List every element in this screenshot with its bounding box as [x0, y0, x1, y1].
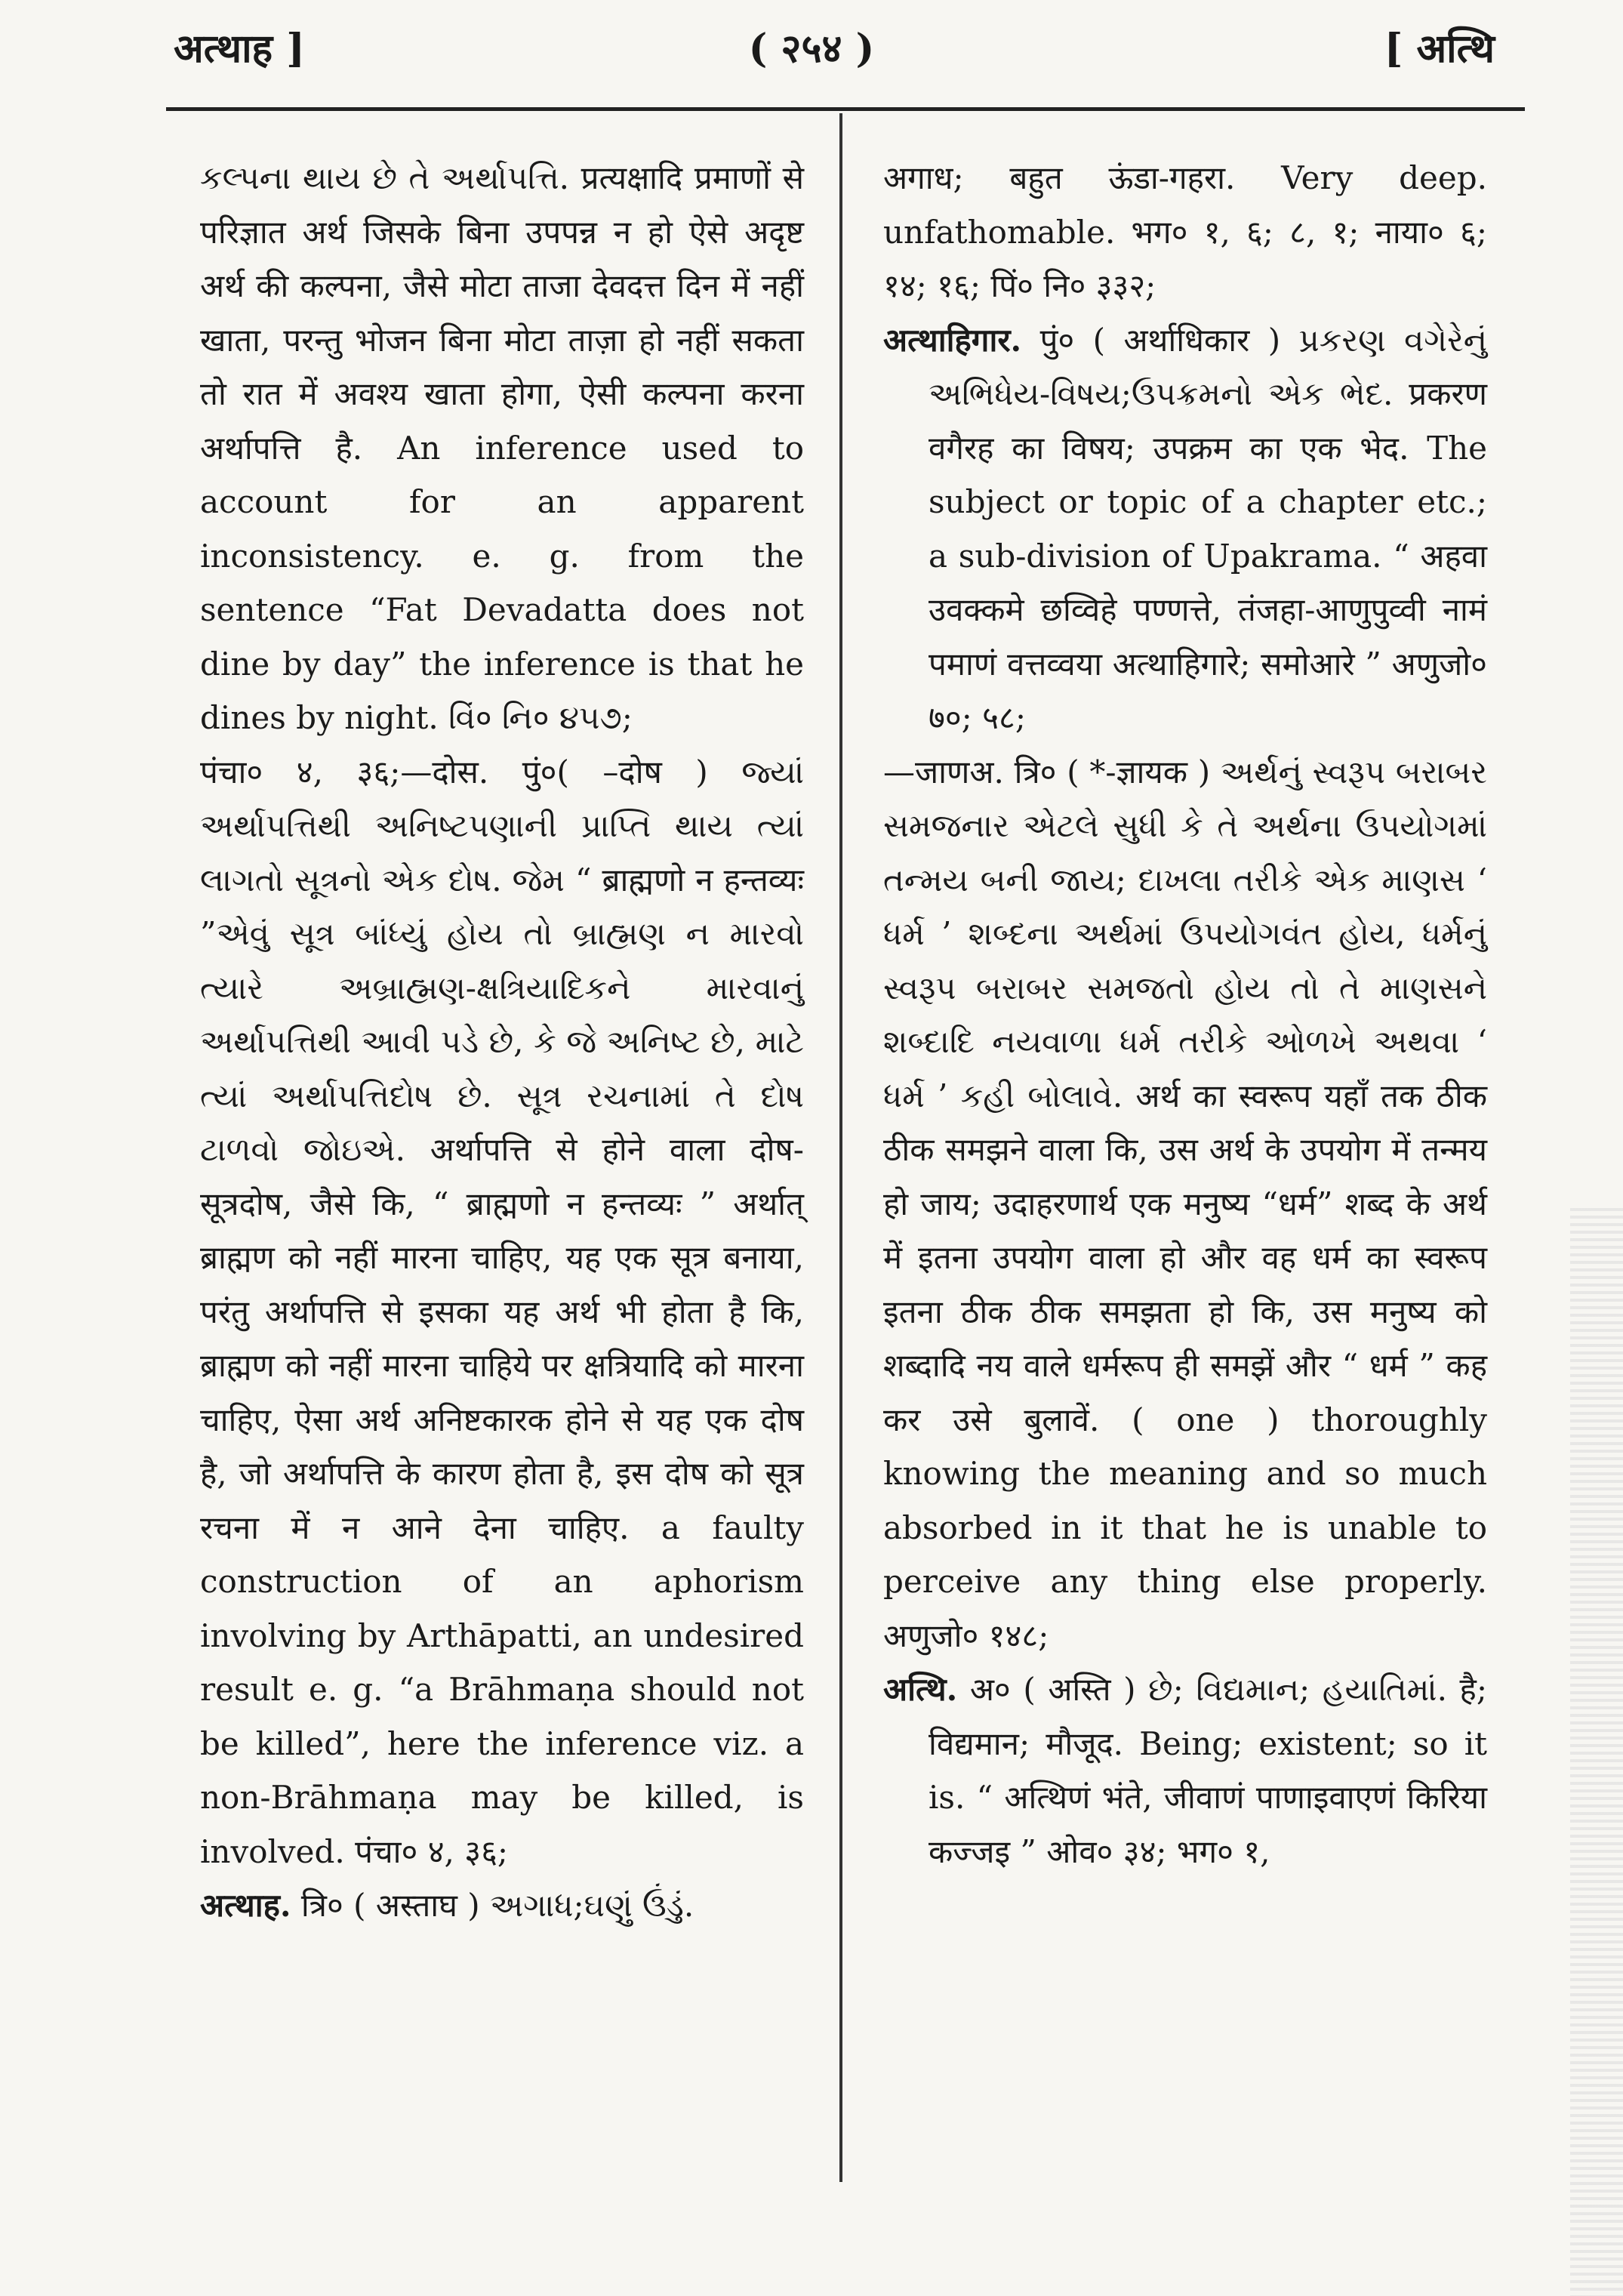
running-head-left: अत्थाह ]: [174, 26, 305, 72]
entry-continuation: કલ્પના થાય છે તે અર્થાપત્તિ. प्रत्यक्षादि प्रमाणों से परिज्ञात अर्थ जिसके बिना उपपन्न न हो ऐसे अदृष्ट अर्थ की कल्पना, जैसे मोटा ताजा देवदत्त दिन में नहीं खाता, परन्तु भोजन बिना मोटा ताज़ा हो नहीं सकता तो रात में अवश्य खाता होगा, ऐसी कल्पना करना अर्थापत्ति है. An inference used to account for an apparent inconsistency. e. g. from the sentence “Fat Devadatta does not dine by day” the inference is that he dines by night. વિં० નિ० ૪૫૭;: [200, 159, 804, 736]
definition: पुं० ( अर्थाधिकार ) પ્રકરણ વગેરેનું અભિધેય-વિષય;ઉપક્રમનો એક ભેદ. प्रकरण वगैरह का विषय; उपक्रम का एक भेद. The subject or topic of a chapter etc.; a sub-division of Upakrama. “ अहवा उवक्कमे छव्विहे पण्णत्ते, तंजहा-आणुपुव्वी नामं पमाणं वत्तव्वया अत्थाहिगारे; समोआरे ” अणुजो० ७०; ५८;: [929, 321, 1487, 736]
header-rule: [166, 107, 1525, 111]
page-number: ( २५४ ): [748, 26, 875, 72]
sub-entry-janaa: —जाणअ. त्रि० ( *-ज्ञायक ) અર્થનું સ્વરૂપ બરાબર સમજનાર એટલે સુધી કે તે અર્થના ઉપયોગમાં તન્મય બની જાય; દાખલા તરીકે એક માણસ ‘ ધર્મ ’ શબ્દના અર્થમાં ઉપયોગવંત હોય, ધર્મનું સ્વરૂપ બરાબર સમજતો હોય તો તે માણસને શબ્દાદિ નયવાળા ધર્મ તરીકે ઓળખે અથવા ‘ ધર્મ ’ કહી બોલાવે. अर्थ का स्वरूप यहाँ तक ठीक ठीक समझने वाला कि, उस अर्थ के उपयोग में तन्मय हो जाय; उदाहरणार्थ एक मनुष्य “धर्म” शब्द के अर्थ में इतना उपयोग वाला हो और वह धर्म का स्वरूप इतना ठीक ठीक समझता हो कि, उस मनुष्य को शब्दादि नय वाले धर्मरूप ही समझें और “ धर्म ” कह कर उसे बुलावें. ( one ) thoroughly knowing the meaning and so much absorbed in it that he is unable to perceive any thing else properly. अणुजो० १४८;: [883, 753, 1487, 1654]
entry-atthi: [883, 1663, 1487, 1878]
headword: अत्थाहिगार.: [883, 321, 1022, 359]
right-column: [883, 151, 1487, 1878]
entry-atthahigar: [883, 313, 1487, 745]
left-column: [200, 151, 804, 1933]
entry-continuation: अगाध; बहुत ऊंडा-गहरा. Very deep. unfathomable. भग० १, ६; ८, १; नाया० ६; १४; १६; पिं० नि० ३३२;: [883, 159, 1487, 304]
headword: अत्थाह.: [200, 1887, 291, 1924]
sub-entry-dosa: पंचा० ४, ३६;—दोस. पुं०( –दोष ) જ્યાં અર્થાપત્તિથી અનિષ્ટપણાની પ્રાપ્તિ થાય ત્યાં લાગતો સૂત્રનો એક દોષ. જેમ “ ब्राह्मणो न हन्तव्यः ”એવું સૂત્ર બાંધ્યું હોય તો બ્રાહ્મણ ન મારવો ત્યારે અબ્રાહ્મણ-ક્ષત્રિયાદિકને મારવાનું અર્થાપત્તિથી આવી પડે છે, કે જે અનિષ્ટ છે, માટે ત્યાં અર્થાપત્તિદોષ છે. સૂત્ર રચનામાં તે દોષ ટાળવો જોઇએ. अर्थापत्ति से होने वाला दोष-सूत्रदोष, जैसे कि, “ ब्राह्मणो न हन्तव्यः ” अर्थात् ब्राह्मण को नहीं मारना चाहिए, यह एक सूत्र बनाया, परंतु अर्थापत्ति से इसका यह अर्थ भी होता है कि, ब्राह्मण को नहीं मारना चाहिये पर क्षत्रियादि को मारना चाहिए, ऐसा अर्थ अनिष्टकारक होने से यह एक दोष है, जो अर्थापत्ति के कारण होता है, इस दोष को सूत्र रचना में न आने देना चाहिए. a faulty construction of an aphorism involving by Arthāpatti, an undesired result e. g. “a Brāhmaṇa should not be killed”, here the inference viz. a non-Brāhmaṇa may be killed, is involved. पंचा० ४, ३६;: [200, 753, 804, 1870]
headword: अत्थि.: [883, 1671, 958, 1708]
definition: त्रि० ( अस्ताघ ) અગાધ;ઘણું ઉંડું.: [300, 1887, 694, 1924]
scan-edge-noise: [1570, 1208, 1623, 2296]
running-head-right: [ अत्थि: [1384, 26, 1495, 72]
definition: अ० ( अस्ति ) છે; વિદ્યમાન; હયાતિમાં. है; विद्यमान; मौजूद. Being; existent; so it is. “ अत्थिणं भंते, जीवाणं पाणाइवाएणं किरिया कज्जइ ” ओव० ३४; भग० १,: [929, 1671, 1487, 1870]
entry-atthah: [200, 1878, 804, 1933]
column-divider: [839, 113, 842, 2182]
